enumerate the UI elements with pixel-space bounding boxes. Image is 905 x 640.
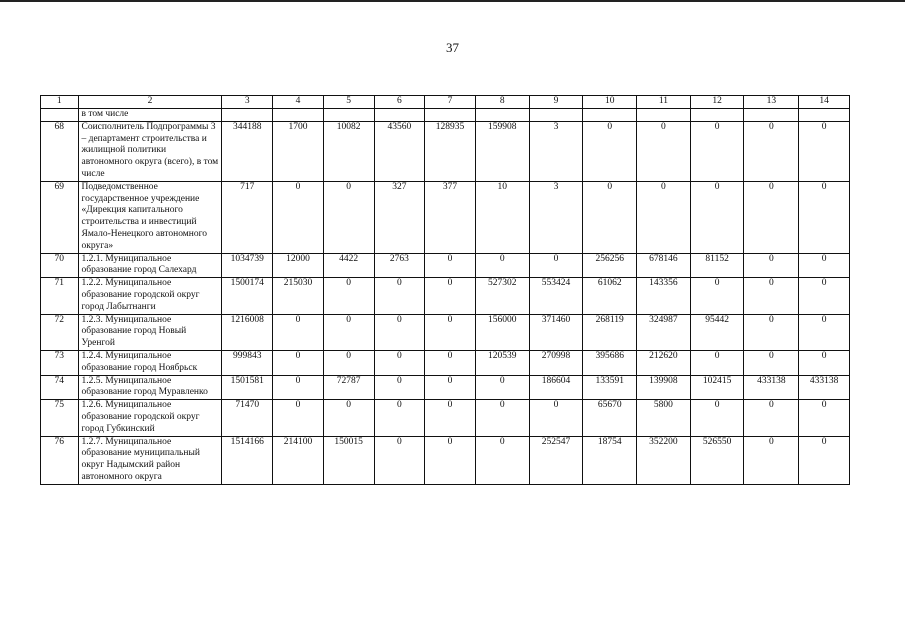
row-value: 61062: [583, 278, 637, 314]
column-header: 13: [744, 96, 799, 109]
row-value: 0: [799, 181, 850, 253]
column-header: 6: [374, 96, 425, 109]
row-value: 0: [425, 375, 476, 400]
row-value: 0: [799, 400, 850, 436]
row-value: 0: [744, 350, 799, 375]
row-value: 0: [744, 314, 799, 350]
row-number: 75: [41, 400, 79, 436]
row-value: 133591: [583, 375, 637, 400]
row-value: 0: [475, 375, 529, 400]
row-value: 72787: [323, 375, 374, 400]
subheader-blank: [744, 109, 799, 122]
column-header: 1: [41, 96, 79, 109]
row-value: 395686: [583, 350, 637, 375]
row-name: 1.2.3. Муниципальное образование город Новый Уренгой: [78, 314, 222, 350]
row-value: 139908: [637, 375, 691, 400]
row-value: 10: [475, 181, 529, 253]
subheader-blank: [583, 109, 637, 122]
row-value: 1216008: [222, 314, 273, 350]
header-row: [41, 96, 850, 109]
subheader-blank: [374, 109, 425, 122]
row-value: 81152: [690, 253, 744, 278]
row-value: 5800: [637, 400, 691, 436]
row-name: Соисполнитель Подпрограммы 3 – департамент строительства и жилищной политики автономного округа (всего), в том числе: [78, 121, 222, 181]
column-header: 8: [475, 96, 529, 109]
row-value: 1500174: [222, 278, 273, 314]
row-number: 74: [41, 375, 79, 400]
row-value: 2763: [374, 253, 425, 278]
column-header: 12: [690, 96, 744, 109]
row-value: 0: [637, 121, 691, 181]
row-value: 999843: [222, 350, 273, 375]
row-value: 0: [374, 350, 425, 375]
subheader-blank: [273, 109, 324, 122]
table-row: [41, 181, 850, 253]
row-value: 0: [323, 278, 374, 314]
row-value: 0: [799, 436, 850, 484]
row-number: 73: [41, 350, 79, 375]
row-value: 0: [273, 350, 324, 375]
row-value: 0: [529, 253, 583, 278]
row-value: 0: [374, 278, 425, 314]
row-value: 0: [425, 350, 476, 375]
top-rule: [0, 0, 905, 2]
row-value: 0: [529, 400, 583, 436]
subheader-blank: [799, 109, 850, 122]
row-value: 0: [475, 400, 529, 436]
row-value: 0: [425, 436, 476, 484]
row-value: 0: [744, 278, 799, 314]
row-value: 95442: [690, 314, 744, 350]
column-header: 14: [799, 96, 850, 109]
row-value: 0: [374, 375, 425, 400]
row-name: 1.2.4. Муниципальное образование город Ноябрьск: [78, 350, 222, 375]
row-value: 352200: [637, 436, 691, 484]
row-value: 0: [425, 400, 476, 436]
row-value: 527302: [475, 278, 529, 314]
row-value: 0: [744, 121, 799, 181]
table-row: [41, 121, 850, 181]
row-value: 214100: [273, 436, 324, 484]
column-header: 4: [273, 96, 324, 109]
row-value: 65670: [583, 400, 637, 436]
column-header: 9: [529, 96, 583, 109]
table-row: [41, 314, 850, 350]
row-name: 1.2.6. Муниципальное образование городской округ город Губкинский: [78, 400, 222, 436]
table-row: [41, 436, 850, 484]
row-number: 69: [41, 181, 79, 253]
subheader-blank: [690, 109, 744, 122]
row-value: 433138: [744, 375, 799, 400]
row-value: 0: [425, 253, 476, 278]
row-value: 0: [475, 253, 529, 278]
row-value: 186604: [529, 375, 583, 400]
row-value: 150015: [323, 436, 374, 484]
row-number: 76: [41, 436, 79, 484]
column-header: 7: [425, 96, 476, 109]
row-value: 0: [744, 400, 799, 436]
row-value: 1700: [273, 121, 324, 181]
table-row: [41, 350, 850, 375]
subheader-blank: [323, 109, 374, 122]
row-value: 0: [583, 121, 637, 181]
column-header: 5: [323, 96, 374, 109]
table-row: [41, 375, 850, 400]
row-value: 0: [273, 400, 324, 436]
row-value: 553424: [529, 278, 583, 314]
subheader-blank: [41, 109, 79, 122]
row-value: 526550: [690, 436, 744, 484]
row-value: 102415: [690, 375, 744, 400]
row-value: 0: [323, 350, 374, 375]
row-name: 1.2.1. Муниципальное образование город Салехард: [78, 253, 222, 278]
row-value: 71470: [222, 400, 273, 436]
row-value: 0: [799, 253, 850, 278]
subheader-blank: [475, 109, 529, 122]
row-number: 71: [41, 278, 79, 314]
row-value: 0: [273, 375, 324, 400]
page-number: 37: [446, 40, 459, 55]
column-header: 3: [222, 96, 273, 109]
row-number: 70: [41, 253, 79, 278]
subheader-blank: [529, 109, 583, 122]
row-value: 0: [690, 350, 744, 375]
row-value: 0: [323, 400, 374, 436]
row-value: 0: [273, 181, 324, 253]
row-name: 1.2.5. Муниципальное образование город Муравленко: [78, 375, 222, 400]
table-body: [41, 96, 850, 485]
row-value: 3: [529, 121, 583, 181]
row-value: 128935: [425, 121, 476, 181]
row-value: 0: [799, 121, 850, 181]
row-value: 0: [583, 181, 637, 253]
row-value: 0: [323, 181, 374, 253]
row-value: 0: [475, 436, 529, 484]
subheader-blank: [222, 109, 273, 122]
row-number: 72: [41, 314, 79, 350]
row-value: 215030: [273, 278, 324, 314]
row-value: 10082: [323, 121, 374, 181]
row-value: 0: [323, 314, 374, 350]
row-value: 3: [529, 181, 583, 253]
row-value: 212620: [637, 350, 691, 375]
row-value: 18754: [583, 436, 637, 484]
row-value: 344188: [222, 121, 273, 181]
table-row: [41, 400, 850, 436]
row-value: 43560: [374, 121, 425, 181]
column-header: 11: [637, 96, 691, 109]
row-value: 0: [273, 314, 324, 350]
row-value: 0: [690, 121, 744, 181]
row-value: 4422: [323, 253, 374, 278]
row-name: Подведомственное государственное учреждение «Дирекция капитального строительства и инвестиций Ямало-Ненецкого автономного округа»: [78, 181, 222, 253]
subheader-row: [41, 109, 850, 122]
row-value: 0: [637, 181, 691, 253]
row-value: 0: [744, 253, 799, 278]
row-value: 1034739: [222, 253, 273, 278]
row-value: 143356: [637, 278, 691, 314]
row-value: 0: [799, 278, 850, 314]
row-value: 327: [374, 181, 425, 253]
row-value: 0: [690, 181, 744, 253]
row-value: 1514166: [222, 436, 273, 484]
row-value: 0: [425, 278, 476, 314]
row-name: 1.2.7. Муниципальное образование муниципальный округ Надымский район автономного округа: [78, 436, 222, 484]
row-value: 0: [799, 314, 850, 350]
row-value: 324987: [637, 314, 691, 350]
column-header: 2: [78, 96, 222, 109]
row-value: 0: [690, 400, 744, 436]
row-value: 0: [799, 350, 850, 375]
row-value: 0: [374, 400, 425, 436]
row-value: 0: [690, 278, 744, 314]
row-value: 0: [374, 436, 425, 484]
row-value: 0: [744, 436, 799, 484]
row-value: 159908: [475, 121, 529, 181]
row-value: 120539: [475, 350, 529, 375]
table-row: [41, 253, 850, 278]
subheader-blank: [637, 109, 691, 122]
row-value: 156000: [475, 314, 529, 350]
row-value: 371460: [529, 314, 583, 350]
column-header: 10: [583, 96, 637, 109]
row-value: 12000: [273, 253, 324, 278]
row-value: 0: [374, 314, 425, 350]
row-value: 0: [744, 181, 799, 253]
row-value: 256256: [583, 253, 637, 278]
row-value: 270998: [529, 350, 583, 375]
table-row: [41, 278, 850, 314]
row-value: 377: [425, 181, 476, 253]
budget-table: [40, 95, 850, 485]
row-value: 717: [222, 181, 273, 253]
row-value: 0: [425, 314, 476, 350]
subheader-blank: [425, 109, 476, 122]
row-number: 68: [41, 121, 79, 181]
row-name: 1.2.2. Муниципальное образование городской округ город Лабытнанги: [78, 278, 222, 314]
subheader-label: в том числе: [78, 109, 222, 122]
row-value: 678146: [637, 253, 691, 278]
row-value: 1501581: [222, 375, 273, 400]
row-value: 268119: [583, 314, 637, 350]
row-value: 433138: [799, 375, 850, 400]
row-value: 252547: [529, 436, 583, 484]
